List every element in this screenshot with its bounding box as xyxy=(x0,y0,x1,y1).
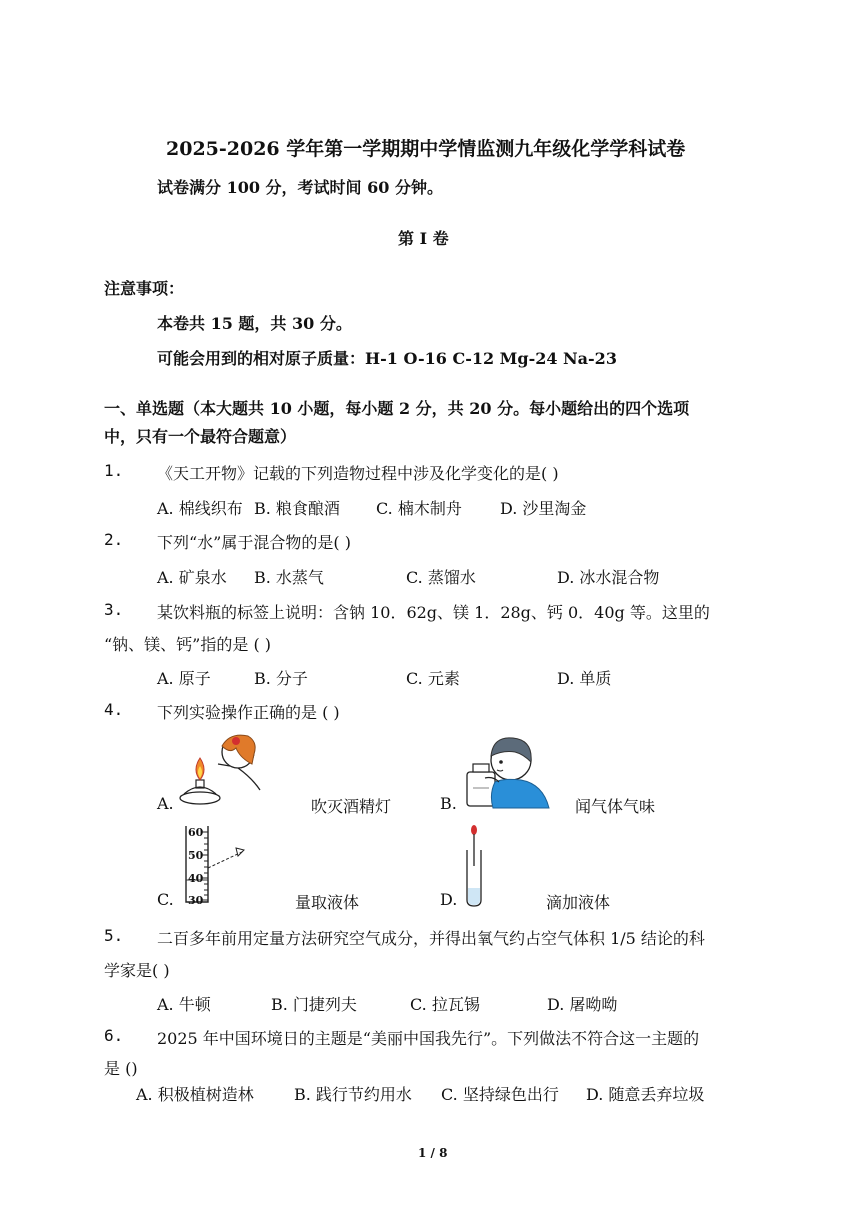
section-heading-line-1: 一、单选题（本大题共 10 小题，每小题 2 分，共 20 分。每小题给出的四个选项 xyxy=(104,399,690,418)
option-b: B. 门捷列夫 xyxy=(271,995,357,1014)
option-c: C. 蒸馏水 xyxy=(406,568,476,587)
option-a-text: 吹灭酒精灯 xyxy=(311,797,392,816)
option-b: B. 践行节约用水 xyxy=(294,1085,412,1104)
question-number: 2. xyxy=(104,530,124,549)
question-stem-continued: 学家是( ) xyxy=(104,961,170,980)
notes-heading: 注意事项： xyxy=(104,279,185,298)
question-stem: 《天工开物》记载的下列造物过程中涉及化学变化的是( ) xyxy=(157,464,559,483)
option-c: C. 拉瓦锡 xyxy=(410,995,480,1014)
option-b-label: B. xyxy=(440,794,457,813)
question-stem: 二百多年前用定量方法研究空气成分，并得出氧气约占空气体积 1/5 结论的科 xyxy=(157,929,705,948)
option-a: A. 牛顿 xyxy=(157,995,211,1014)
option-c: C. 楠木制舟 xyxy=(376,499,462,518)
option-c: C. 元素 xyxy=(406,669,460,688)
option-b: B. 水蒸气 xyxy=(254,568,324,587)
option-b: B. 粮食酿酒 xyxy=(254,499,340,518)
option-c-label: C. xyxy=(157,890,174,909)
question-stem: 下列实验操作正确的是 ( ) xyxy=(157,703,340,722)
blow-out-alcohol-lamp-illustration xyxy=(178,728,268,808)
question-number: 6. xyxy=(104,1026,124,1045)
cylinder-tick-label: 60 xyxy=(188,826,204,839)
option-d: D. 随意丢弃垃圾 xyxy=(586,1085,705,1104)
option-c-text: 量取液体 xyxy=(295,893,360,912)
cylinder-tick-label: 30 xyxy=(188,894,204,907)
question-number: 3. xyxy=(104,600,124,619)
cylinder-tick-label: 50 xyxy=(188,849,204,862)
exam-info: 试卷满分 100 分，考试时间 60 分钟。 xyxy=(157,178,443,197)
page-number: 1 / 8 xyxy=(418,1146,448,1160)
question-stem: 某饮料瓶的标签上说明：含钠 10．62g、镁 1．28g、钙 0．40g 等。这里的 xyxy=(157,603,710,622)
option-a: A. 矿泉水 xyxy=(157,568,227,587)
page-title: 2025-2026 学年第一学期期中学情监测九年级化学学科试卷 xyxy=(166,138,686,160)
question-stem-continued: “钠、镁、钙”指的是 ( ) xyxy=(104,635,272,654)
option-d: D. 沙里淘金 xyxy=(500,499,587,518)
notes-line-1: 本卷共 15 题，共 30 分。 xyxy=(157,314,352,333)
question-stem: 2025 年中国环境日的主题是“美丽中国我先行”。下列做法不符合这一主题的 xyxy=(157,1029,700,1048)
smell-gas-illustration xyxy=(463,732,555,810)
option-d: D. 冰水混合物 xyxy=(557,568,660,587)
question-stem: 下列“水”属于混合物的是( ) xyxy=(157,533,351,552)
notes-line-2: 可能会用到的相对原子质量：H-1 O-16 C-12 Mg-24 Na-23 xyxy=(157,349,617,368)
option-d-text: 滴加液体 xyxy=(546,893,611,912)
option-b: B. 分子 xyxy=(254,669,308,688)
option-a: A. 原子 xyxy=(157,669,211,688)
question-stem-continued: 是 () xyxy=(104,1059,138,1078)
option-d: D. 单质 xyxy=(557,669,612,688)
option-c: C. 坚持绿色出行 xyxy=(441,1085,559,1104)
option-a: A. 棉线织布 xyxy=(157,499,243,518)
option-a-label: A. xyxy=(157,794,174,813)
option-d: D. 屠呦呦 xyxy=(547,995,618,1014)
question-number: 5. xyxy=(104,926,124,945)
option-d-label: D. xyxy=(440,890,458,909)
section-heading-line-2: 中，只有一个最符合题意） xyxy=(104,427,297,446)
option-a: A. 积极植树造林 xyxy=(136,1085,254,1104)
option-b-text: 闻气体气味 xyxy=(575,797,656,816)
cylinder-tick-label: 40 xyxy=(188,872,204,885)
question-number: 4. xyxy=(104,700,124,719)
question-number: 1. xyxy=(104,461,124,480)
volume-heading: 第 I 卷 xyxy=(398,229,449,248)
dropper-test-tube-illustration xyxy=(464,822,484,908)
